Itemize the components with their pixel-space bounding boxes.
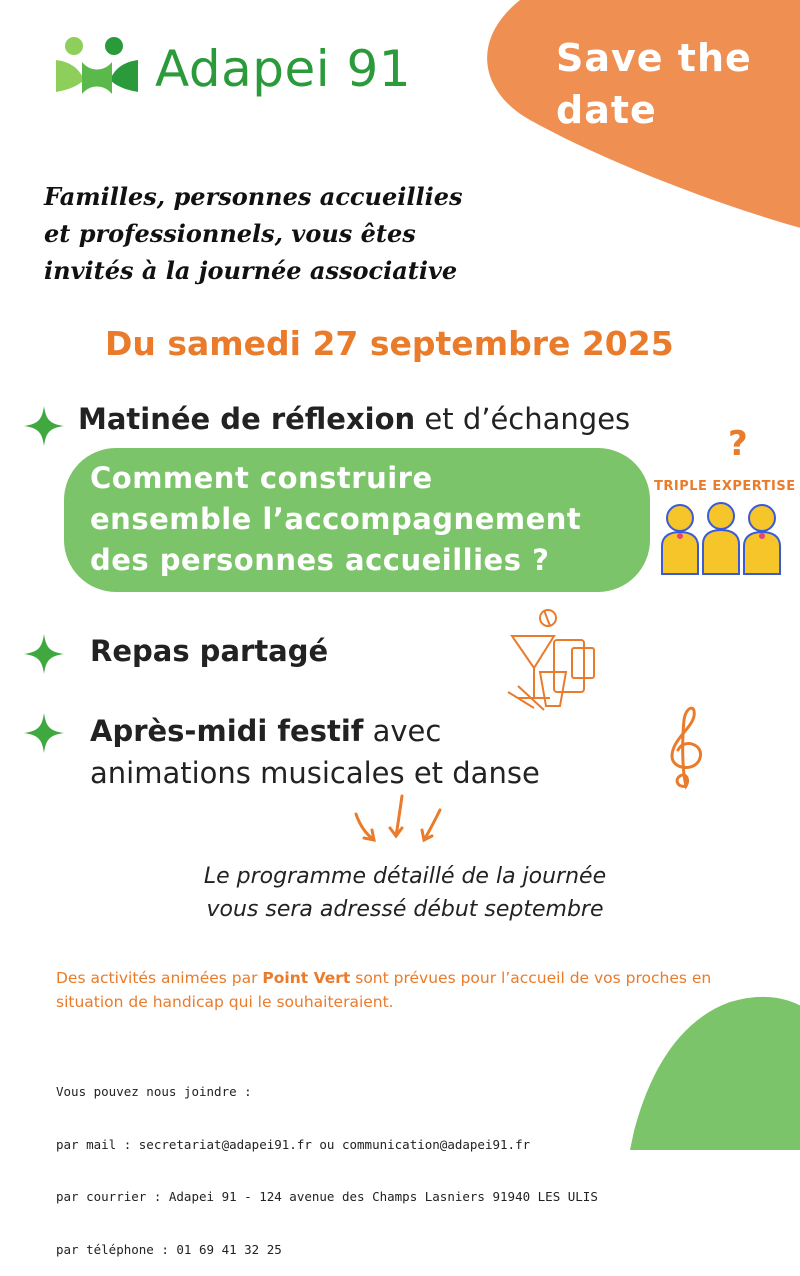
intro-text: [44, 178, 584, 289]
activities-prefix: Des activités animées par: [56, 969, 263, 987]
programme-note: [110, 860, 700, 926]
question-line2: ensemble l’accompagnement: [90, 502, 582, 536]
contact-heading: Vous pouvez nous joindre :: [56, 1084, 252, 1099]
cocktail-glasses-icon: [504, 606, 598, 716]
intro-line1: Familles, personnes accueillies: [44, 182, 463, 211]
triple-expertise-label: TRIPLE EXPERTISE: [654, 479, 796, 494]
programme-item-morning-rest: et d’échanges: [415, 402, 631, 436]
programme-item-afternoon-line2: animations musicales et danse: [90, 756, 540, 790]
people-icon: [656, 500, 786, 576]
logo-text: Adapei 91: [155, 40, 412, 98]
contact-info: [56, 1048, 598, 1276]
programme-item-lunch: Repas partagé: [90, 634, 329, 668]
question-line3: des personnes accueillies ?: [90, 543, 550, 577]
activities-bold: Point Vert: [262, 969, 351, 987]
save-the-date-banner: [556, 32, 752, 136]
event-date: Du samedi 27 septembre 2025: [105, 324, 674, 363]
programme-item-afternoon-line1: [90, 710, 650, 752]
contact-mail: par mail : secretariat@adapei91.fr ou communication@adapei91.fr: [56, 1136, 531, 1152]
question-mark-icon: ?: [728, 424, 748, 464]
programme-item-morning-bold: Matinée de réflexion: [78, 402, 416, 436]
intro-line2: et professionnels, vous êtes: [44, 219, 416, 248]
contact-phone: par téléphone : 01 69 41 32 25: [56, 1241, 282, 1257]
contact-post: par courrier : Adapei 91 - 124 avenue des Champs Lasniers 91940 LES ULIS: [56, 1189, 598, 1204]
programme-item-afternoon-bold: Après-midi festif: [90, 714, 364, 748]
sparkle-icon: [22, 632, 66, 676]
save-the-date-line1: Save the: [556, 36, 752, 80]
question-line1: Comment construire: [90, 461, 433, 495]
arrows-icon: [350, 790, 450, 848]
intro-line3: invités à la journée associative: [44, 256, 458, 285]
programme-item-afternoon: [90, 710, 650, 794]
programme-note-line2: vous sera adressé début septembre: [206, 897, 604, 922]
programme-note-line1: Le programme détaillé de la journée: [203, 864, 607, 889]
sparkle-icon: [22, 711, 66, 755]
save-the-date-line2: date: [556, 88, 657, 132]
adapei-logo-icon: [52, 34, 142, 100]
programme-item-afternoon-rest: avec: [363, 714, 442, 748]
treble-clef-icon: [660, 700, 710, 792]
question-box-text: [90, 458, 650, 581]
sparkle-icon: [22, 404, 66, 448]
activities-suffix: sont prévues pour l’accueil de vos proches en situation de handicap qui le souhaiteraient.: [56, 969, 712, 1011]
programme-item-morning: [78, 402, 630, 436]
green-corner-shape: [620, 990, 800, 1150]
